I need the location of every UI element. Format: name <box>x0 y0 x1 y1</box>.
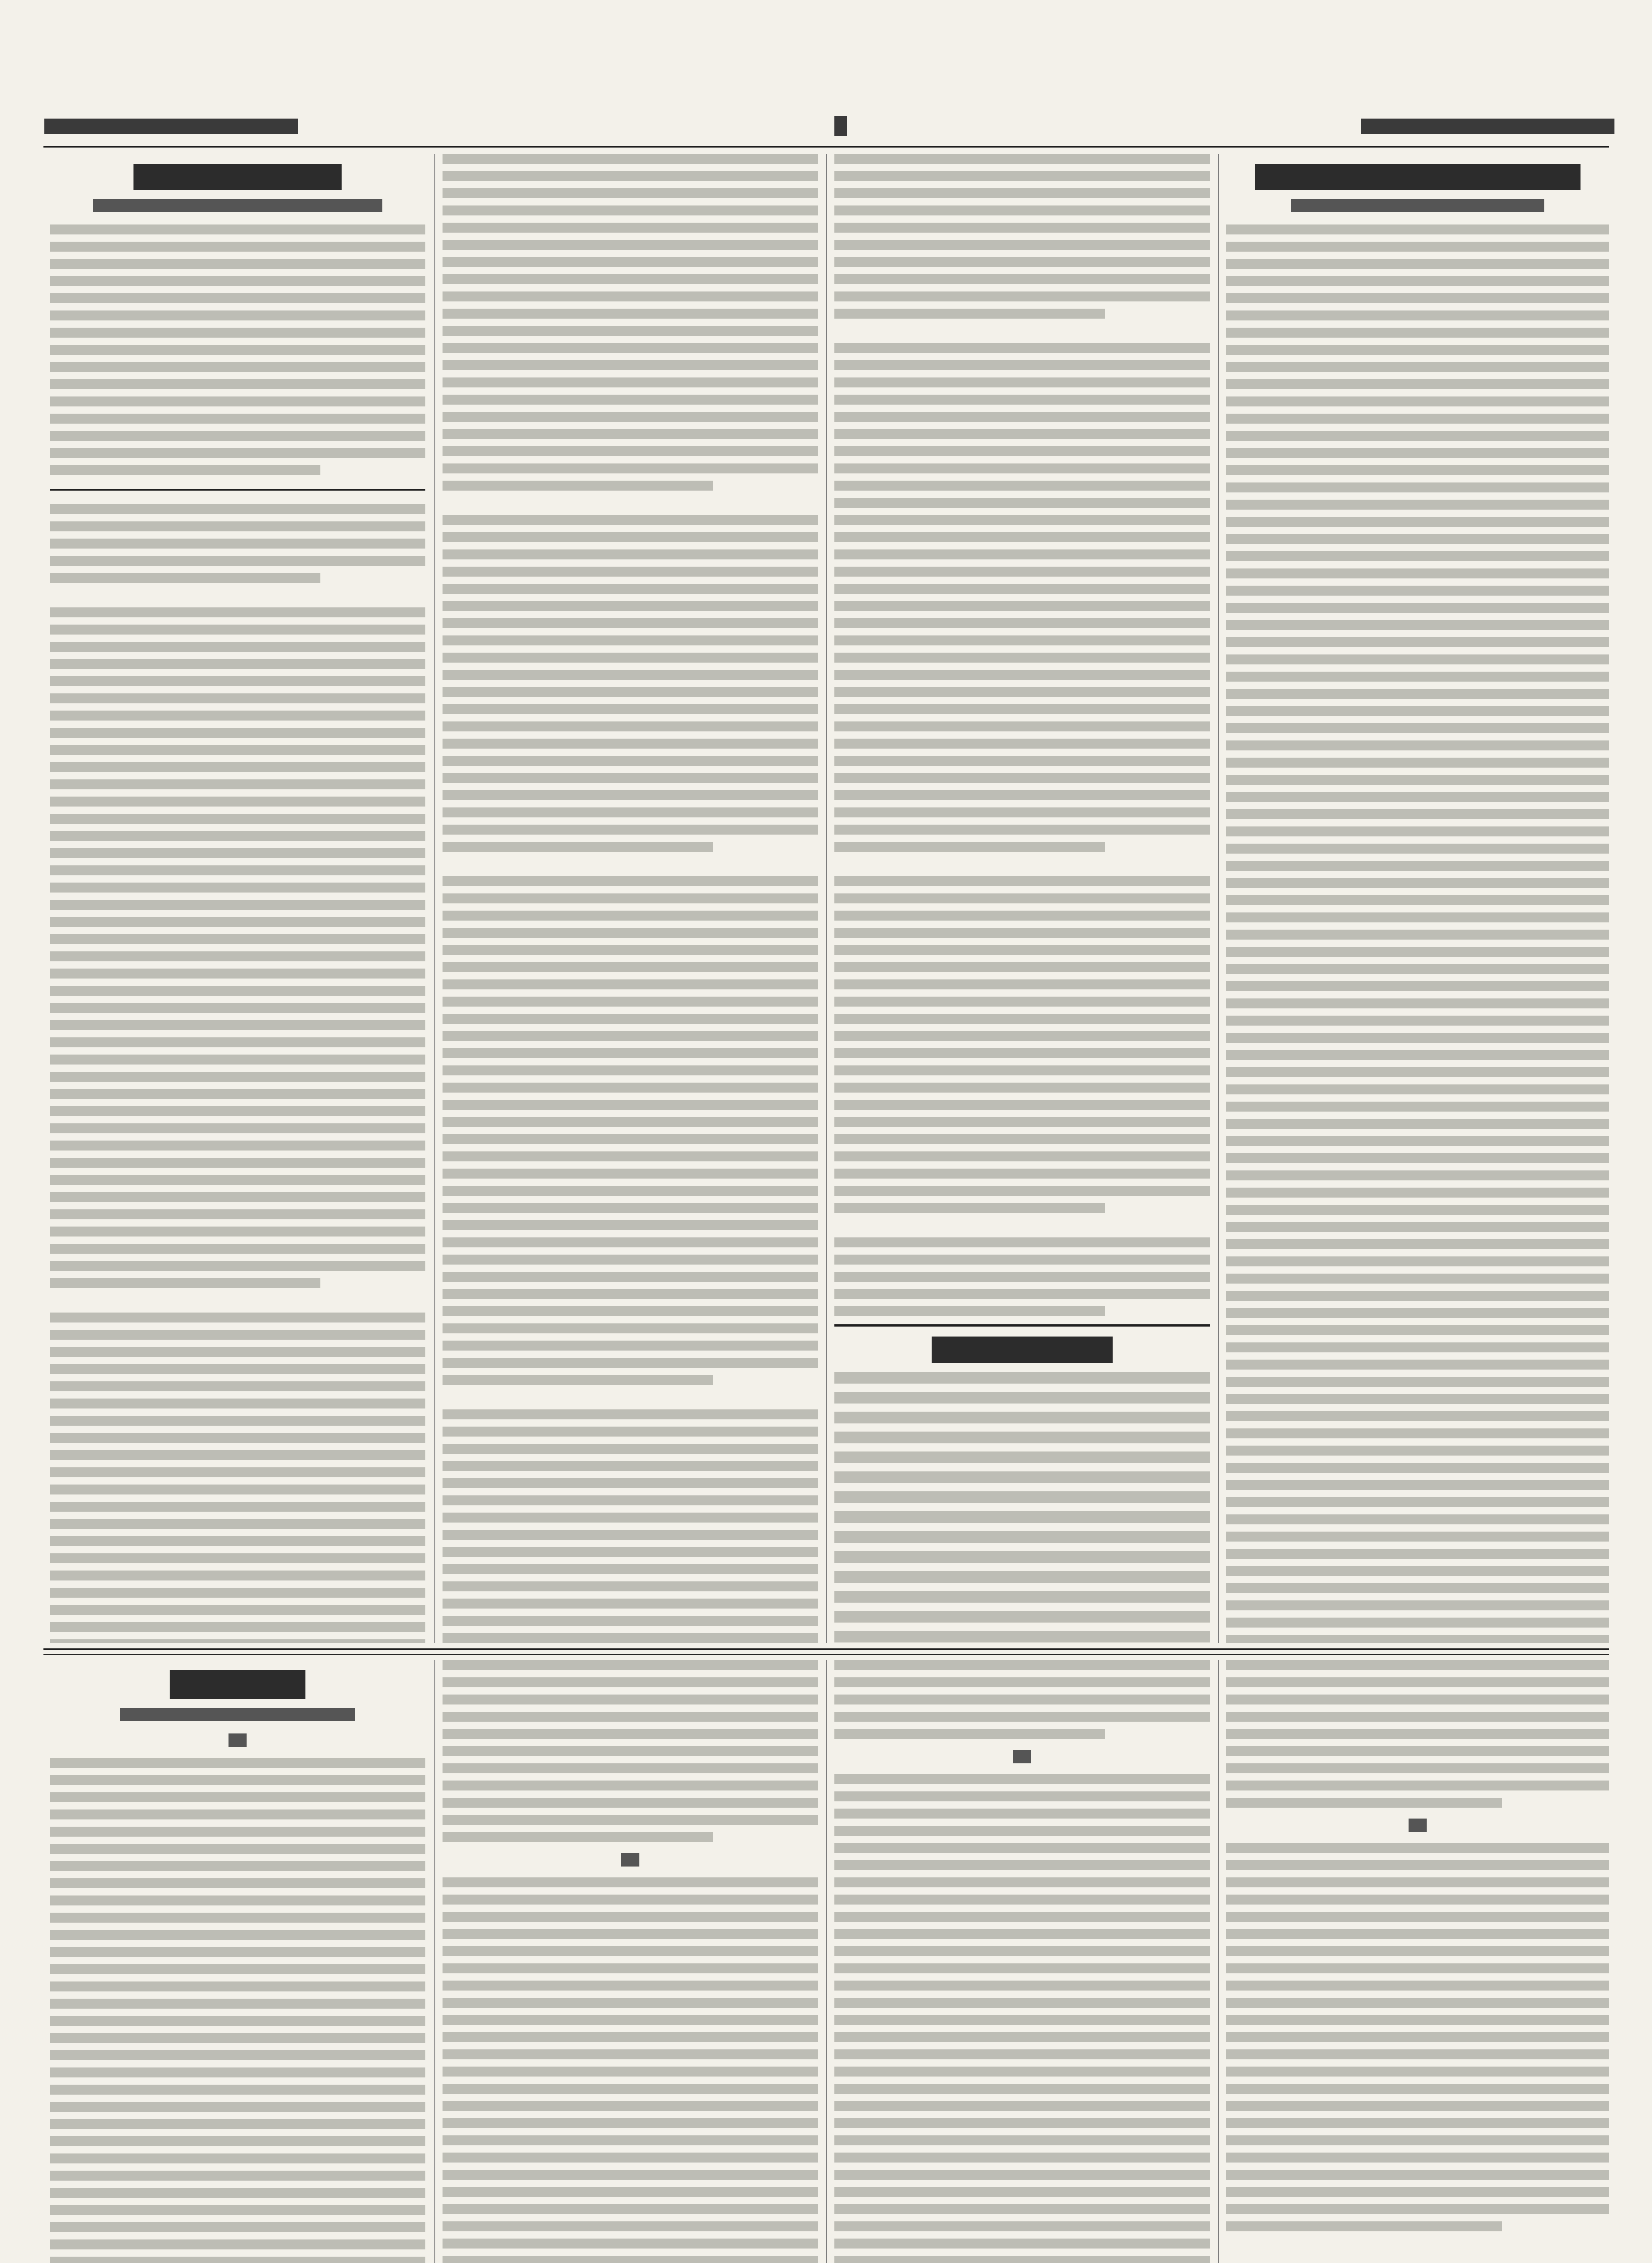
article-separator <box>50 489 425 491</box>
feuilleton-byline <box>120 1708 355 1721</box>
article-headline <box>1255 164 1581 190</box>
section-number <box>1013 1750 1031 1763</box>
section-number <box>621 1853 639 1867</box>
section-number <box>229 1733 247 1747</box>
feuilleton-rule <box>43 1648 1609 1650</box>
upper-column-1 <box>50 154 425 1643</box>
article-subhead <box>1291 199 1544 212</box>
feuilleton-column-1 <box>50 1660 425 2263</box>
masthead-left <box>44 119 298 134</box>
page-number <box>834 116 847 136</box>
feuilleton-column-2 <box>443 1660 818 2263</box>
upper-column-2 <box>443 154 818 1643</box>
feuilleton-title <box>170 1670 305 1699</box>
lottery-results <box>834 1372 1210 1643</box>
upper-column-4 <box>1226 154 1609 1643</box>
feuilleton-column-4 <box>1226 1660 1609 2263</box>
article-headline <box>133 164 342 190</box>
section-number <box>1409 1819 1427 1832</box>
feuilleton-column-3 <box>834 1660 1210 2263</box>
lottery-separator <box>834 1324 1210 1327</box>
upper-column-3 <box>834 154 1210 1643</box>
lottery-heading <box>932 1337 1113 1363</box>
article-subhead <box>93 199 382 212</box>
issue-date <box>1361 119 1614 134</box>
header-rule <box>43 146 1609 148</box>
